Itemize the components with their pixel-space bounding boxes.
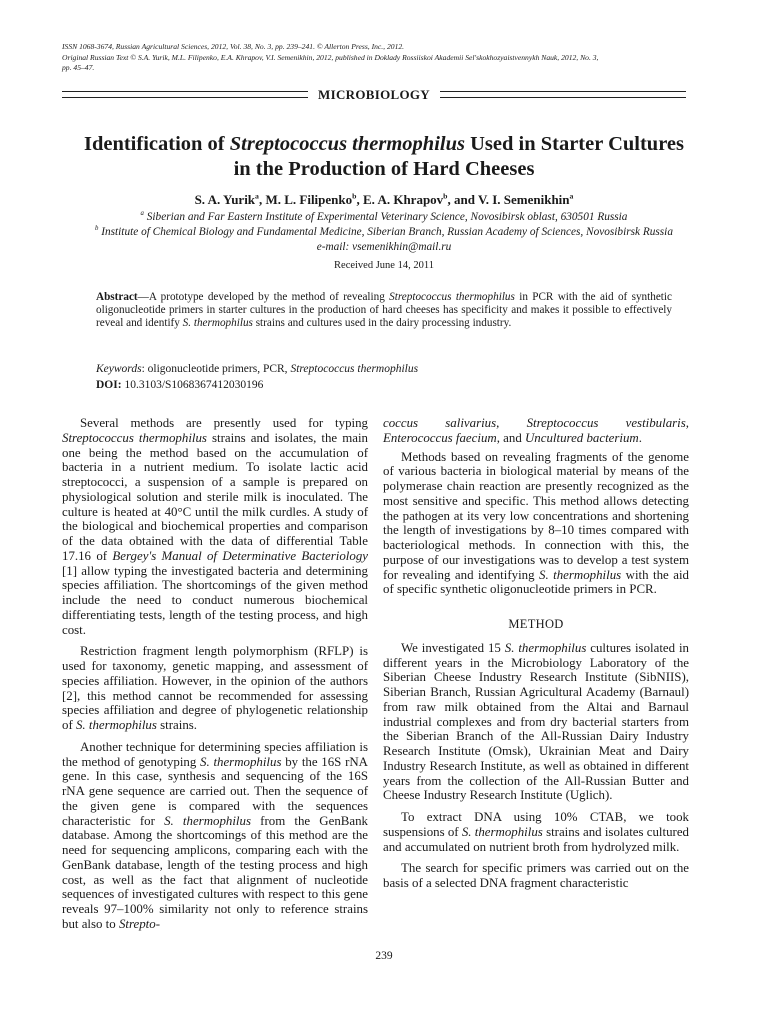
- header-line-3: pp. 45–47.: [62, 63, 95, 72]
- received-date: Received June 14, 2011: [334, 260, 434, 271]
- paragraph: Restriction fragment length polymorphism (RFLP) is used for taxonomy, genetic mapping, and assessment of species affiliation. However, in the opinion of the authors [2], this method cannot be recommended for assessing species affiliation and degree of phylogenetic relationship of S. thermophilus strains.: [62, 644, 368, 732]
- paragraph: We investigated 15 S. thermophilus cultures isolated in different years in the Microbiology Laboratory of the Siberian Cheese Industry Research Institute (SibNIIS), Siberian Branch, Russian Agricultural Academy (Barnaul) from raw milk obtained from the Altai and Barnaul industrial complexes and from dry bacterial starters from the Siberian Branch of the All-Russian Dairy Industry Research Institute (Omsk), Ukrainian Meat and Dairy Industry Research Institute, as well as obtained in different years from the collection of the All-Russian Butter and Cheese Industry Research Institute (Uglich).: [383, 640, 689, 803]
- title-species: Streptococcus thermophilus: [229, 133, 465, 155]
- author: E. A. Khrapov: [362, 192, 444, 207]
- paragraph: The search for specific primers was carried out on the basis of a selected DNA fragment characteristic: [383, 861, 689, 890]
- section-rule-right: [440, 91, 686, 98]
- body-column-right: [383, 416, 689, 898]
- affiliation-b: $^b$ Institute of Chemical Biology and Fundamental Medicine, Siberian Branch, Russian Academy of Sciences, Novosibirsk Russia: [95, 225, 673, 238]
- author: V. I. Semenikhin: [478, 192, 570, 207]
- affiliation-a: $^a$ Siberian and Far Eastern Institute of Experimental Veterinary Science, Novosibirsk oblast, 630501 Russia: [140, 210, 628, 223]
- article-title: Identification of Streptococcus thermophilus Used in Starter Cultures in the Production of Hard Cheeses: [83, 133, 685, 180]
- affiliations: [30, 210, 738, 255]
- method-heading: METHOD: [508, 617, 564, 631]
- title-line-2: in the Production of Hard Cheeses: [233, 158, 535, 180]
- author: M. L. Filipenko: [265, 192, 353, 207]
- journal-header: [62, 42, 712, 74]
- contact-email[interactable]: e-mail: vsemenikhin@mail.ru: [316, 241, 452, 253]
- keywords: Keywords: oligonucleotide primers, PCR, Streptococcus thermophilus: [96, 363, 419, 375]
- doi[interactable]: DOI: 10.3103/S1068367412030196: [96, 379, 264, 391]
- paragraph: coccus salivarius, Streptococcus vestibularis, Enterococcus faecium, and Uncultured bacterium.: [383, 416, 689, 445]
- section-divider: [62, 88, 686, 102]
- body-column-left: [62, 416, 368, 939]
- paragraph: Another technique for determining species affiliation is the method of genotyping S. thermophilus by the 16S rNA gene. In this case, synthesis and sequencing of the 16S rNA gene sequence are carried out. Then the sequence of the given gene is compared with the sequences characteristic for S. thermophilus from the GenBank database. Among the shortcomings of this method are the need for sequencing amplicons, comparing each with the GenBank database, length of the testing process and high cost, as well as the fact that alignment of nucleotide sequences of investigated cultures with respect to this gene reveals 97–100% similarity not only to reference strains but also to Strepto-: [62, 739, 368, 931]
- paragraph: Methods based on revealing fragments of the genome of various bacteria in biological material by means of the polymerase chain reaction are presently recognized as the most sensitive and specific. This method allows detecting the pathogen at its very low concentrations and shortening the length of investigations by 8–10 times compared with bacteriological methods. In connection with this, the purpose of our investigations was to develop a test system for revealing and identifying S. thermophilus with the aid of specific synthetic oligonucleotide primers in PCR.: [383, 449, 689, 597]
- page-number: 239: [375, 950, 393, 962]
- section-label: MICROBIOLOGY: [318, 87, 430, 102]
- author-list: S. A. Yurik$^a$, M. L. Filipenko$^b$, E. A. Khrapov$^b$, and V. I. Semenikhin$^a$: [194, 191, 574, 207]
- author: S. A. Yurik: [194, 192, 256, 207]
- paragraph: To extract DNA using 10% CTAB, we took suspensions of S. thermophilus strains and isolates cultured and accumulated on nutrient broth from hydrolyzed milk.: [383, 810, 689, 854]
- header-line-2: Original Russian Text © S.A. Yurik, M.L. Filipenko, E.A. Khrapov, V.I. Semenikhin, 2012, published in Doklady Rossiiskoi Akademii Sel'skokhozyaistvennykh Nauk, 2012, No. 3,: [62, 52, 599, 62]
- abstract: Abstract—A prototype developed by the method of revealing Streptococcus thermophilus in PCR with the aid of synthetic oligonucleotide primers in starter cultures in the production of hard cheeses has specificity and makes it possible to effectively reveal and identify S. thermophilus strains and cultures used in the dairy processing industry.: [96, 291, 672, 330]
- keywords-block: [96, 361, 672, 393]
- header-line-1: ISSN 1068-3674, Russian Agricultural Sciences, 2012, Vol. 38, No. 3, pp. 239–241. © Allerton Press, Inc., 2012.: [62, 42, 405, 51]
- abstract-label: Abstract: [96, 291, 138, 303]
- paragraph: Several methods are presently used for typing Streptococcus thermophilus strains and isolates, the main one being the method based on the accumulation of bacteria in a nutrient medium. To isolate lactic acid streptococci, a suspension of a sample is prepared on physiological solution and sterile milk is inoculated. The culture is heated at 40°C until the milk curdles. A study of the biological and biochemical properties and comparison of the data obtained with the data of differential Table 17.16 of Bergey's Manual of Determinative Bacteriology [1] allow typing the investigated bacteria and determining species affiliation. The shortcomings of the given method include the need to conduct numerous biochemical differentiating tests, length of the testing process, and high cost.: [62, 416, 369, 637]
- section-rule-left: [62, 91, 308, 98]
